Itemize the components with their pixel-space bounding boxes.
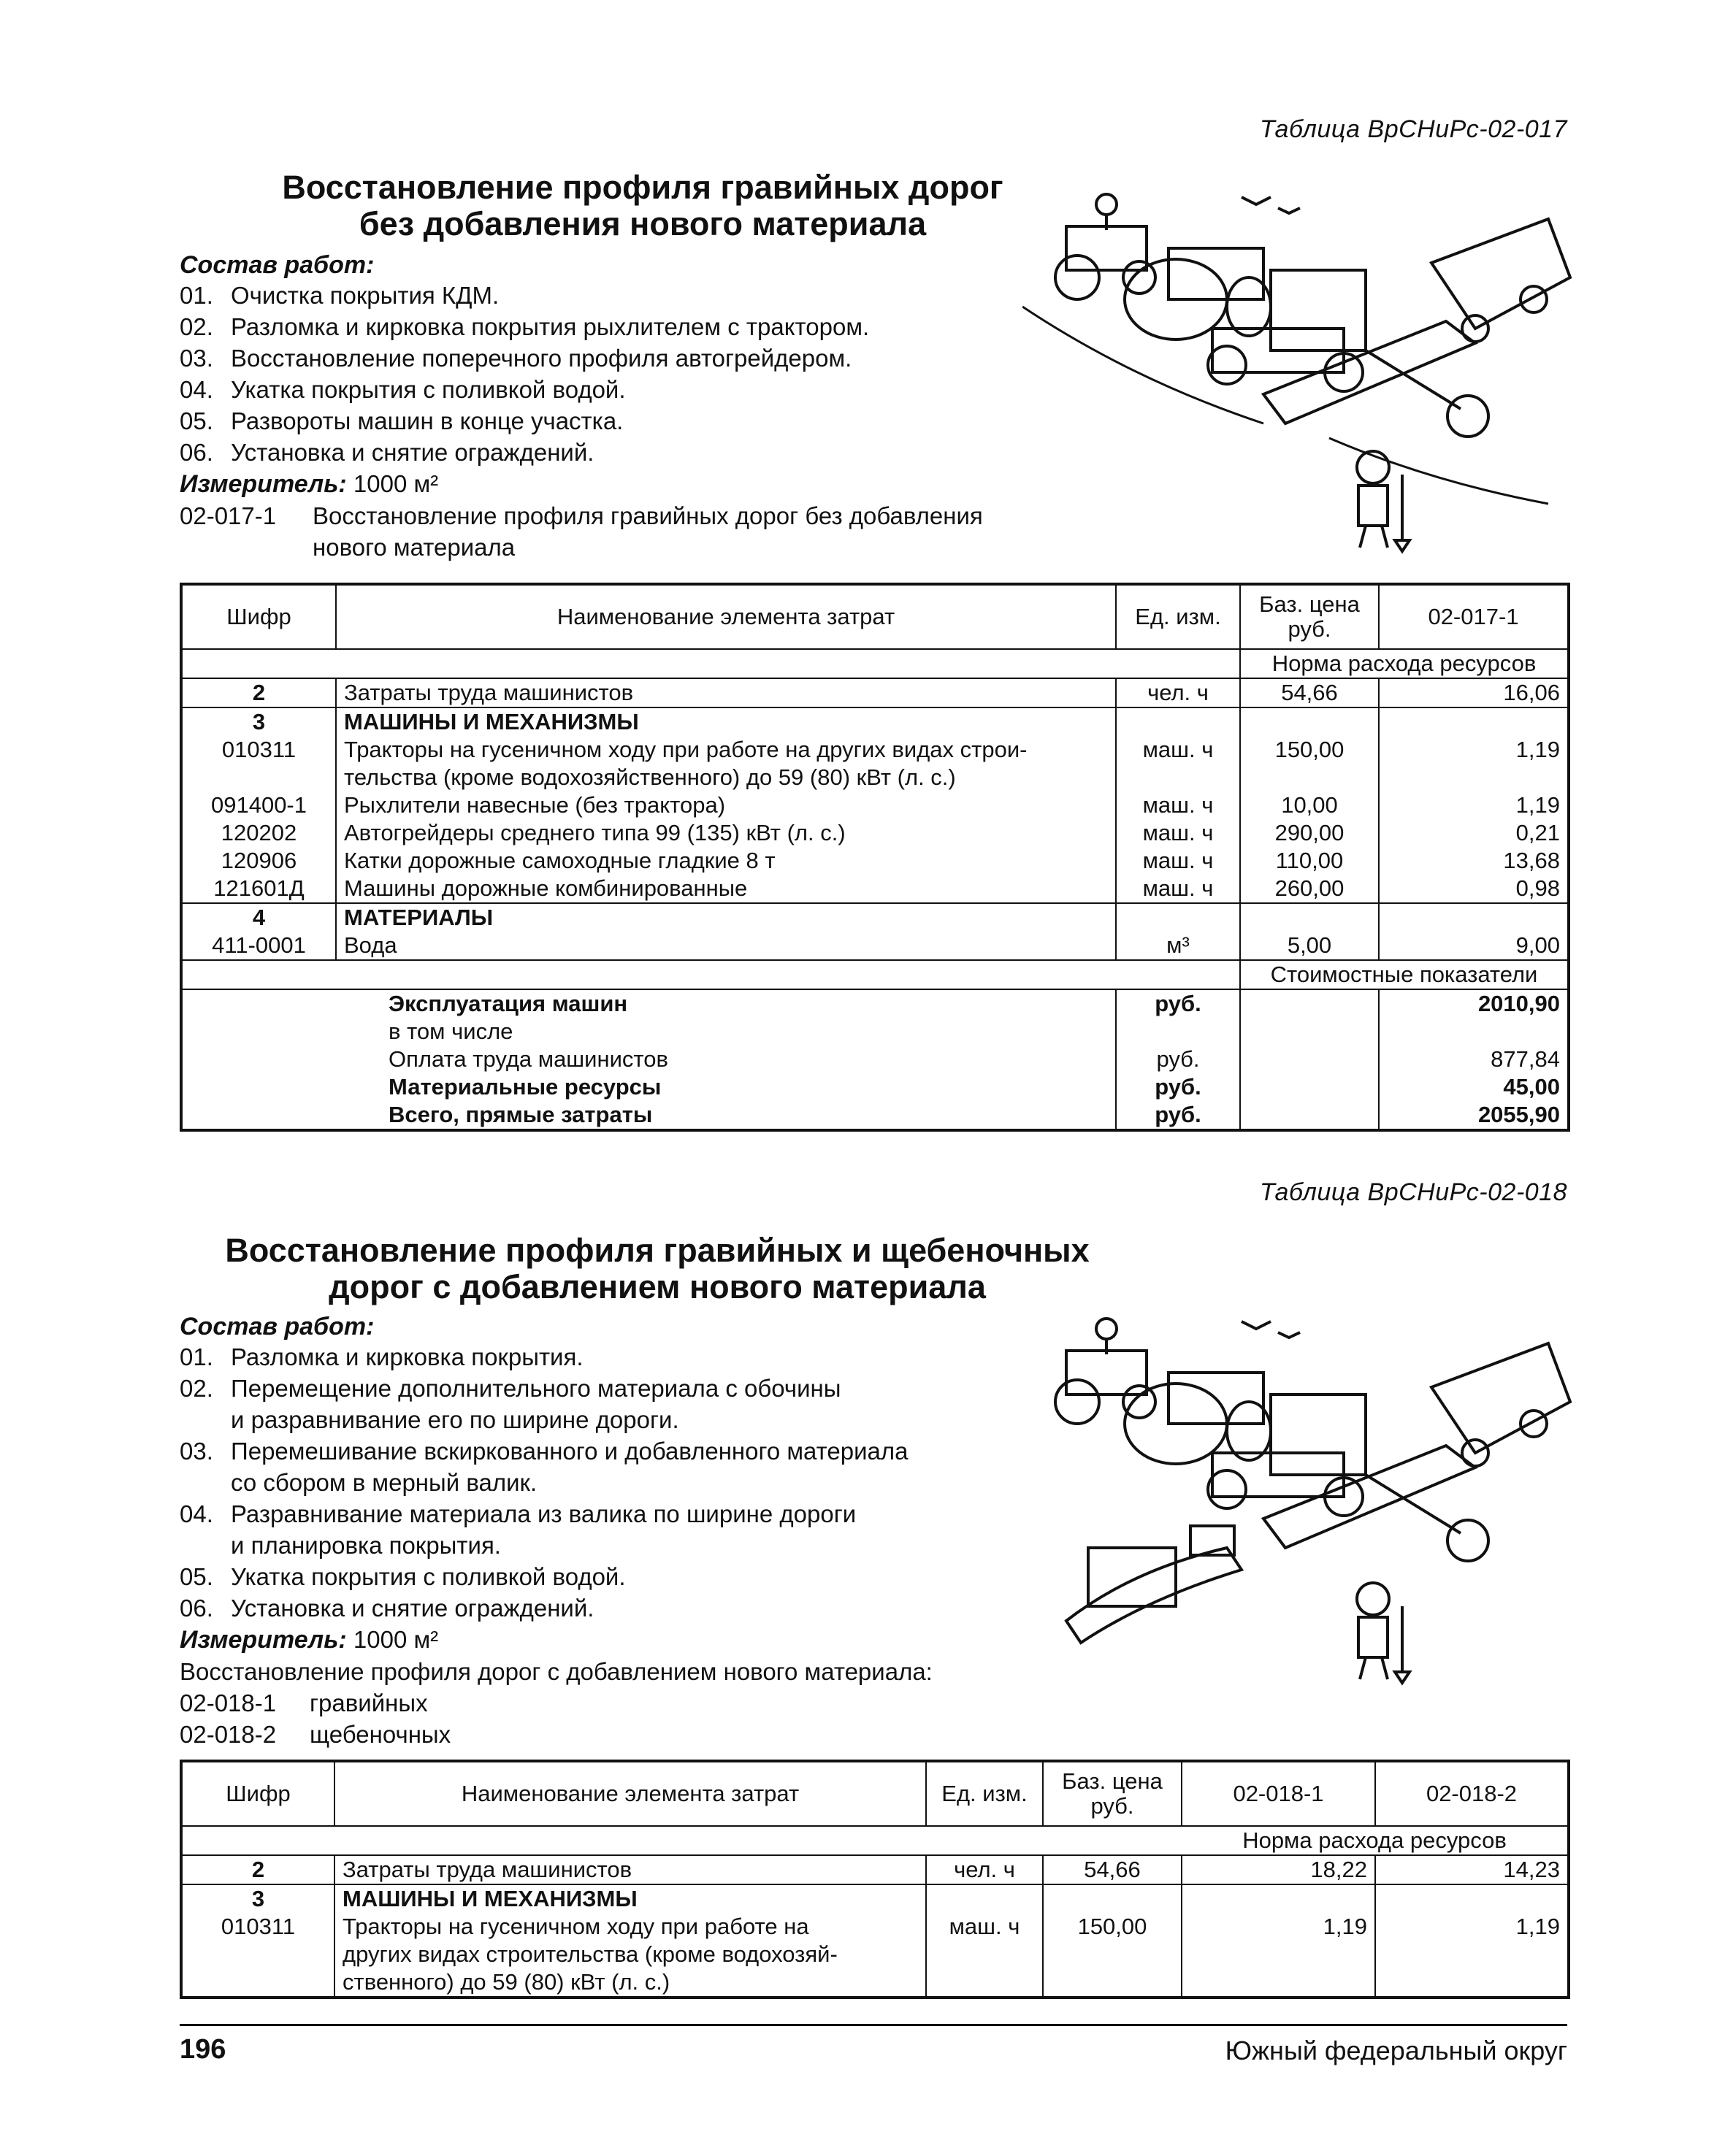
section-title-line: Восстановление профиля гравийных дорог bbox=[282, 169, 1003, 206]
motor-grader-icon bbox=[1208, 1395, 1488, 1561]
table-row: 010311 Тракторы на гусеничном ходу при работе на других видах строительства (кроме водохозяй- ственного) до 59 (80) кВт (л. с.) маш. ч 150,00 1,19 1,19 bbox=[181, 1913, 1569, 1998]
list-item bbox=[180, 437, 1129, 468]
variant-row bbox=[180, 1719, 1129, 1750]
norm-band-label: Норма расхода ресурсов bbox=[1240, 649, 1569, 678]
dump-truck-icon bbox=[1431, 219, 1570, 342]
worker-icon bbox=[1357, 1583, 1410, 1683]
summary-row: Эксплуатация машин руб. 2010,90 bbox=[181, 989, 1569, 1018]
item-text: Восстановление поперечного профиля автогрейдером. bbox=[231, 345, 852, 372]
item-number: 01. bbox=[180, 282, 213, 309]
variants-intro: Восстановление профиля дорог с добавлением нового материала: bbox=[180, 1658, 933, 1685]
table-row: 4 МАТЕРИАЛЫ bbox=[181, 903, 1569, 932]
table-row: 3 МАШИНЫ И МЕХАНИЗМЫ bbox=[181, 707, 1569, 736]
list-item bbox=[180, 311, 1129, 342]
table-row: 411-0001 Вода м³ 5,00 9,00 bbox=[181, 932, 1569, 960]
row-name: Тракторы на гусеничном ходу при работе на других видах строительства (кроме водохозяй- ственного) до 59 (80) кВт (л. с.) bbox=[334, 1913, 926, 1998]
tractor-icon bbox=[1055, 1319, 1155, 1424]
item-text: Развороты машин в конце участка. bbox=[231, 407, 624, 434]
table-header-row bbox=[181, 584, 1569, 649]
item-number: 05. bbox=[180, 407, 213, 434]
column-header: Баз. цена руб. bbox=[1240, 584, 1379, 649]
list-item: 04. Разравнивание материала из валика по ширине дороги и планировка покрытия. bbox=[180, 1500, 857, 1559]
table-header-row bbox=[181, 1761, 1569, 1826]
meter bbox=[180, 1624, 1129, 1656]
work-label: Состав работ: bbox=[180, 251, 375, 279]
footer-divider bbox=[180, 2024, 1567, 2026]
section-title-line: дорог с добавлением нового материала bbox=[329, 1268, 986, 1305]
summary-row: в том числе bbox=[181, 1018, 1569, 1046]
norm-band-label: Норма расхода ресурсов bbox=[1182, 1826, 1569, 1855]
column-header: Шифр bbox=[181, 584, 336, 649]
section-title bbox=[241, 169, 1044, 242]
table-row: 2 Затраты труда машинистов чел. ч 54,66 18,22 14,23 bbox=[181, 1855, 1569, 1884]
column-header: 02-017-1 bbox=[1379, 584, 1569, 649]
road-edge-lines bbox=[1022, 307, 1548, 504]
motor-grader-icon bbox=[1208, 270, 1488, 437]
table-reference: Таблица ВрСНиРс-02-018 bbox=[1259, 1178, 1567, 1206]
list-item: 03. Перемешивание вскиркованного и добавленного материала со сбором в мерный валик. bbox=[180, 1438, 909, 1496]
meter bbox=[180, 468, 1129, 500]
item-number: 06. bbox=[180, 439, 213, 466]
item-text: Укатка покрытия с поливкой водой. bbox=[231, 376, 626, 403]
variant-text: щебеночных bbox=[310, 1721, 451, 1748]
dump-truck-icon bbox=[1431, 1343, 1570, 1466]
work-list bbox=[180, 1341, 1129, 1624]
row-name: Тракторы на гусеничном ходу при работе на других видах строи- тельства (кроме водохозяйственного) до 59 (80) кВт (л. с.) bbox=[336, 736, 1116, 791]
variant-row bbox=[180, 500, 1129, 563]
table-row: 091400-1 Рыхлители навесные (без трактора) маш. ч 10,00 1,19 bbox=[181, 791, 1569, 819]
cost-band-label: Стоимостные показатели bbox=[1240, 960, 1569, 989]
variant-text: Восстановление профиля гравийных дорог без добавления нового материала bbox=[313, 502, 983, 561]
summary-row: Всего, прямые затраты руб. 2055,90 bbox=[181, 1101, 1569, 1130]
meter-value: 1000 м² bbox=[353, 1626, 439, 1653]
tractor-icon bbox=[1055, 194, 1155, 299]
list-item: 06. Установка и снятие ограждений. bbox=[180, 1595, 594, 1622]
list-item: 05. Укатка покрытия с поливкой водой. bbox=[180, 1563, 626, 1590]
table-row: 010311 Тракторы на гусеничном ходу при работе на других видах строи- тельства (кроме водохозяйственного) до 59 (80) кВт (л. с.) маш. ч 150,00 1,19 bbox=[181, 736, 1569, 791]
table-row: 3 МАШИНЫ И МЕХАНИЗМЫ bbox=[181, 1884, 1569, 1913]
column-header: Шифр bbox=[181, 1761, 334, 1826]
work-label: Состав работ: bbox=[180, 1313, 375, 1340]
list-item: 01. Разломка и кирковка покрытия. bbox=[180, 1343, 584, 1370]
work-composition bbox=[180, 251, 1129, 563]
variant-code: 02-018-1 bbox=[180, 1689, 277, 1716]
list-item bbox=[180, 342, 1129, 374]
work-list bbox=[180, 280, 1129, 468]
column-header: 02-018-1 bbox=[1182, 1761, 1375, 1826]
variant-code: 02-017-1 bbox=[180, 502, 277, 529]
column-header: Наименование элемента затрат bbox=[334, 1761, 926, 1826]
page-number: 196 bbox=[180, 2034, 226, 2065]
work-composition bbox=[180, 1313, 1129, 1750]
list-item bbox=[180, 405, 1129, 437]
meter-label: Измеритель: bbox=[180, 1626, 347, 1654]
bulldozer-icon bbox=[1066, 1526, 1242, 1643]
section-title-line: без добавления нового материала bbox=[359, 205, 927, 242]
road-machinery-illustration bbox=[1022, 175, 1577, 555]
table-row: 120906 Катки дорожные самоходные гладкие 8 т маш. ч 110,00 13,68 bbox=[181, 847, 1569, 875]
item-text: Очистка покрытия КДМ. bbox=[231, 282, 500, 309]
list-item bbox=[180, 280, 1129, 311]
band-row bbox=[181, 649, 1569, 678]
table-row: 2 Затраты труда машинистов чел. ч 54,66 16,06 bbox=[181, 678, 1569, 707]
variant-row bbox=[180, 1687, 1129, 1719]
item-text: Разломка и кирковка покрытия рыхлителем с трактором. bbox=[231, 313, 870, 340]
table-row: 121601Д Машины дорожные комбинированные маш. ч 260,00 0,98 bbox=[181, 875, 1569, 903]
table-row: 120202 Автогрейдеры среднего типа 99 (135) кВт (л. с.) маш. ч 290,00 0,21 bbox=[181, 819, 1569, 847]
variant-text: гравийных bbox=[310, 1689, 428, 1716]
column-header: Наименование элемента затрат bbox=[336, 584, 1116, 649]
table-reference: Таблица ВрСНиРс-02-017 bbox=[1259, 115, 1567, 143]
meter-label: Измеритель: bbox=[180, 470, 347, 498]
summary-row: Оплата труда машинистов руб. 877,84 bbox=[181, 1046, 1569, 1073]
item-text: Установка и снятие ограждений. bbox=[231, 439, 594, 466]
column-header: Ед. изм. bbox=[1116, 584, 1240, 649]
section-title-line: Восстановление профиля гравийных и щебеночных bbox=[225, 1232, 1090, 1269]
band-row bbox=[181, 960, 1569, 989]
list-item bbox=[180, 374, 1129, 405]
column-header: Ед. изм. bbox=[926, 1761, 1043, 1826]
meter-value: 1000 м² bbox=[353, 470, 439, 497]
cost-table bbox=[180, 583, 1570, 1132]
birds-icon bbox=[1242, 197, 1300, 213]
region-label: Южный федеральный округ bbox=[1225, 2036, 1567, 2065]
variant-code: 02-018-2 bbox=[180, 1721, 277, 1748]
road-machinery-illustration bbox=[1022, 1307, 1577, 1687]
birds-icon bbox=[1242, 1321, 1300, 1338]
list-item: 02. Перемещение дополнительного материала с обочины и разравнивание его по ширине дороги. bbox=[180, 1375, 841, 1433]
band-row bbox=[181, 1826, 1569, 1855]
section-title bbox=[175, 1232, 1139, 1305]
item-number: 03. bbox=[180, 345, 213, 372]
column-header: Баз. цена руб. bbox=[1043, 1761, 1182, 1826]
item-number: 02. bbox=[180, 313, 213, 340]
item-number: 04. bbox=[180, 376, 213, 403]
column-header: 02-018-2 bbox=[1375, 1761, 1569, 1826]
cost-table bbox=[180, 1760, 1570, 1999]
summary-row: Материальные ресурсы руб. 45,00 bbox=[181, 1073, 1569, 1101]
